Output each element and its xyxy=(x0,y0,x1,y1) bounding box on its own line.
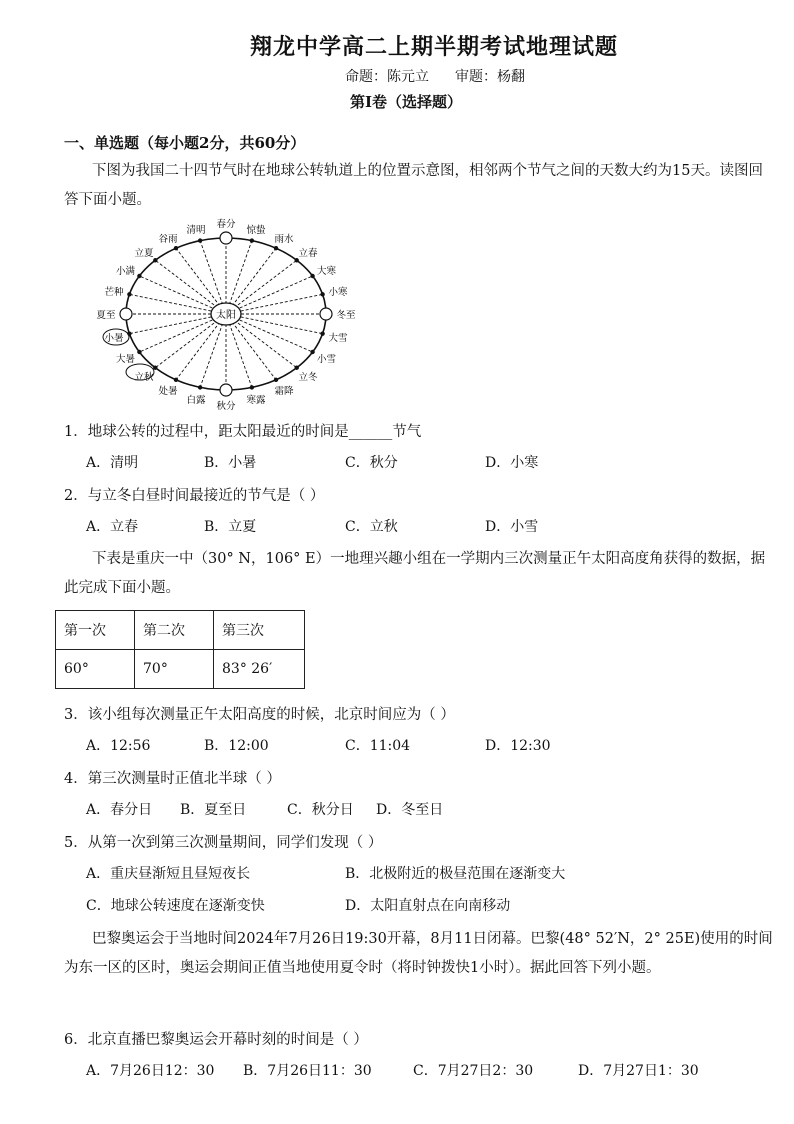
term-position-dot xyxy=(295,366,299,370)
sun-label: 太阳 xyxy=(216,310,236,321)
earth-position-marker xyxy=(220,384,232,396)
q4-option-d[interactable]: D．冬至日 xyxy=(376,802,444,818)
q5-option-d[interactable]: D．太阳直射点在向南移动 xyxy=(345,898,511,914)
solar-term-label: 雨水 xyxy=(274,233,294,245)
term-position-dot xyxy=(250,385,254,389)
table-cell: 60° xyxy=(56,650,135,689)
solar-term-label: 大寒 xyxy=(316,266,336,277)
q5-option-b[interactable]: B．北极附近的极昼范围在逐渐变大 xyxy=(345,866,566,882)
term-position-dot xyxy=(320,331,324,335)
term-position-dot xyxy=(250,238,254,242)
q3-option-a[interactable]: A．12:56 xyxy=(86,738,151,754)
question-4: 4．第三次测量时正值北半球（ ） xyxy=(64,771,281,787)
solar-term-label: 大雪 xyxy=(328,332,348,344)
term-position-dot xyxy=(274,246,278,250)
term-position-dot xyxy=(137,274,141,278)
q3-option-d[interactable]: D．12:30 xyxy=(485,738,551,754)
table-row xyxy=(56,650,305,689)
q2-option-b[interactable]: B．立夏 xyxy=(204,519,257,535)
solar-term-label: 大暑 xyxy=(116,354,136,365)
solar-term-label: 小暑 xyxy=(104,332,124,344)
solar-term-label: 小雪 xyxy=(316,354,336,365)
q4-option-a[interactable]: A．春分日 xyxy=(86,802,153,818)
question-2: 2．与立冬白昼时间最接近的节气是（ ） xyxy=(64,488,325,504)
q6-option-a[interactable]: A．7月26日12：30 xyxy=(86,1063,215,1079)
solar-term-label: 小满 xyxy=(116,266,136,277)
q5-option-a[interactable]: A．重庆昼渐短且昼短夜长 xyxy=(86,866,251,882)
table-cell: 70° xyxy=(135,650,214,689)
question-6: 6．北京直播巴黎奥运会开幕时刻的时间是（ ） xyxy=(64,1032,368,1048)
q1-option-a[interactable]: A．清明 xyxy=(86,455,139,471)
table-cell: 83° 26′ xyxy=(214,650,305,689)
volume-heading: 第Ⅰ卷（选择题） xyxy=(350,93,463,111)
term-position-dot xyxy=(137,350,141,354)
solar-term-label: 处暑 xyxy=(158,386,178,398)
term-position-dot xyxy=(310,350,314,354)
solar-term-label: 寒露 xyxy=(246,395,266,407)
solar-term-label: 夏至 xyxy=(96,310,116,321)
q5-option-c[interactable]: C．地球公转速度在逐渐变快 xyxy=(86,898,265,914)
earth-position-marker xyxy=(320,308,332,320)
q2-option-c[interactable]: C．立秋 xyxy=(345,519,398,535)
question-1: 1．地球公转的过程中，距太阳最近的时间是______节气 xyxy=(64,424,422,440)
q3-option-c[interactable]: C．11:04 xyxy=(345,738,411,754)
intro-paragraph-2: 下表是重庆一中（30° N，106° E）一地理兴趣小组在一学期内三次测量正午太阳高度角获得的数据，据此完成下面小题。 xyxy=(64,551,766,596)
solar-term-label: 立春 xyxy=(298,247,318,259)
q2-option-a[interactable]: A．立春 xyxy=(86,519,139,535)
q1-option-c[interactable]: C．秋分 xyxy=(345,455,398,471)
q4-option-b[interactable]: B．夏至日 xyxy=(180,802,247,818)
setter: 命题：陈元立 xyxy=(345,69,429,85)
solar-term-label: 立秋 xyxy=(134,372,154,384)
solar-term-label: 春分 xyxy=(216,219,236,230)
q2-option-d[interactable]: D．小雪 xyxy=(485,519,539,535)
solar-term-label: 立冬 xyxy=(298,372,318,384)
question-5: 5．从第一次到第三次测量期间，同学们发现（ ） xyxy=(64,835,383,851)
q6-option-b[interactable]: B．7月26日11：30 xyxy=(243,1063,372,1079)
table-header-row xyxy=(56,611,305,650)
section-heading: 一、单选题（每小题2分，共60分） xyxy=(64,134,306,152)
earth-position-marker xyxy=(120,308,132,320)
solar-term-label: 冬至 xyxy=(336,310,356,321)
table-header-cell: 第三次 xyxy=(214,611,305,650)
solar-term-label: 立夏 xyxy=(134,247,154,259)
earth-position-marker xyxy=(220,232,232,244)
solar-term-label: 秋分 xyxy=(216,401,236,410)
term-position-dot xyxy=(127,292,131,296)
measurement-table xyxy=(55,610,305,689)
q4-option-c[interactable]: C．秋分日 xyxy=(287,802,354,818)
solar-term-label: 霜降 xyxy=(274,386,294,398)
intro-paragraph-1: 下图为我国二十四节气时在地球公转轨道上的位置示意图，相邻两个节气之间的天数大约为15天。读图回答下面小题。 xyxy=(64,163,763,208)
table-header-cell: 第二次 xyxy=(135,611,214,650)
solar-term-label: 清明 xyxy=(186,224,206,236)
reviewer: 审题：杨翻 xyxy=(455,69,525,85)
term-position-dot xyxy=(198,385,202,389)
q6-option-c[interactable]: C．7月27日2：30 xyxy=(413,1063,534,1079)
term-position-dot xyxy=(174,378,178,382)
term-position-dot xyxy=(174,246,178,250)
term-position-dot xyxy=(274,378,278,382)
term-position-dot xyxy=(320,292,324,296)
q6-option-d[interactable]: D．7月27日1：30 xyxy=(578,1063,699,1079)
authors-line xyxy=(345,66,525,86)
solar-term-label: 惊蛰 xyxy=(246,224,266,236)
q1-option-d[interactable]: D．小寒 xyxy=(485,455,539,471)
term-position-dot xyxy=(153,258,157,262)
solar-terms-orbit-diagram xyxy=(96,218,366,410)
term-position-dot xyxy=(198,238,202,242)
exam-title: 翔龙中学高二上期半期考试地理试题 xyxy=(250,35,619,60)
solar-term-label: 小寒 xyxy=(328,287,348,299)
q1-option-b[interactable]: B．小暑 xyxy=(204,455,257,471)
solar-term-label: 谷雨 xyxy=(158,233,178,245)
question-3: 3．该小组每次测量正午太阳高度的时候，北京时间应为（ ） xyxy=(64,707,455,723)
intro-paragraph-3: 巴黎奥运会于当地时间2024年7月26日19:30开幕，8月11日闭幕。巴黎(48° 52′N，2° 25E)使用的时间为东一区的区时，奥运会期间正值当地使用夏令时（将时钟拨快1小时）。据此回答下列小题。 xyxy=(64,931,773,976)
term-position-dot xyxy=(310,274,314,278)
q3-option-b[interactable]: B．12:00 xyxy=(204,738,269,754)
solar-term-label: 芒种 xyxy=(104,287,124,299)
solar-term-label: 白露 xyxy=(186,395,206,407)
table-header-cell: 第一次 xyxy=(56,611,135,650)
